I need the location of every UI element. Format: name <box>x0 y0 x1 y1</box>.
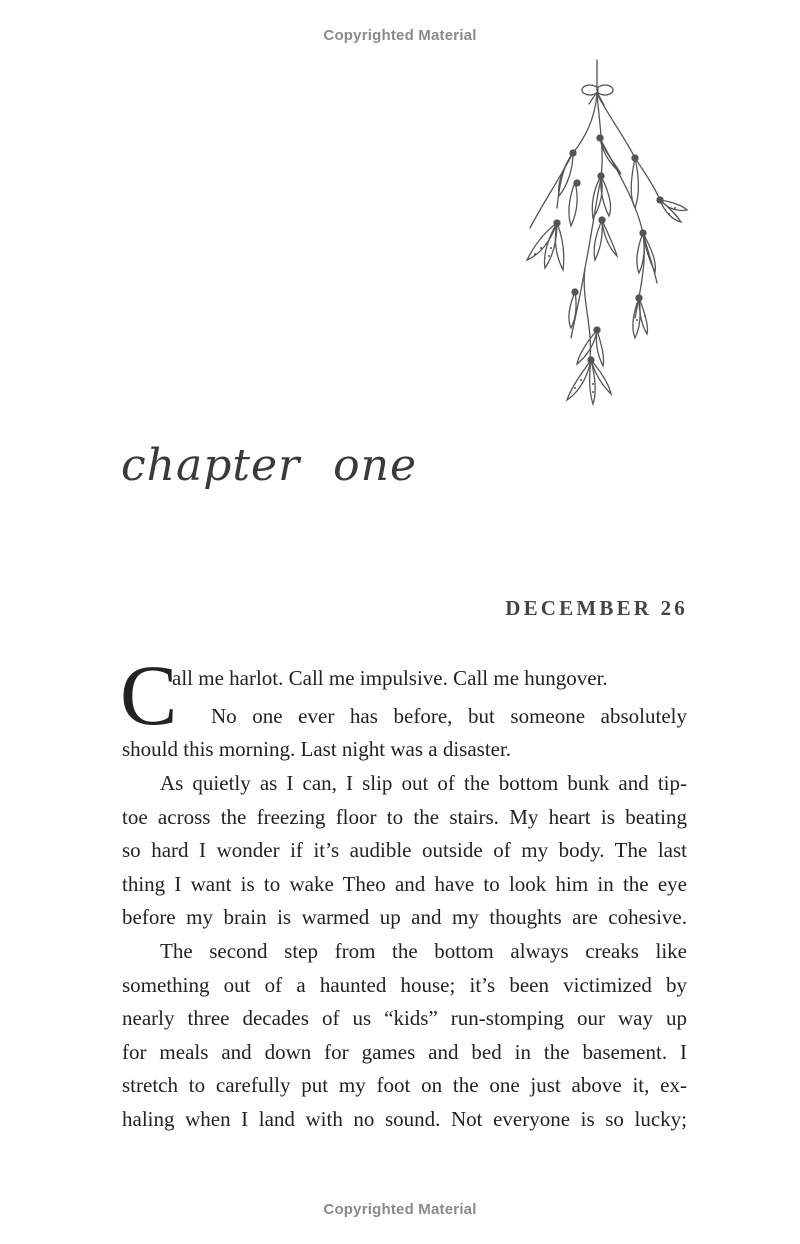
chapter-title: chapter one <box>121 440 417 491</box>
body-line-3: should this morning. Last night was a disaster. <box>122 737 512 761</box>
mistletoe-icon <box>505 58 700 420</box>
paragraph <box>122 969 687 1137</box>
chapter-date: DECEMBER 26 <box>505 596 688 620</box>
body-line-4: As quietly as I can, I slip out of the bottom bunk and tip- <box>160 771 687 795</box>
body-line-11: nearly three decades of us “kids” run-stomping our way up <box>122 1006 687 1031</box>
body-line-6: so hard I wonder if it’s audible outside of my body. The last <box>122 838 687 863</box>
body-line-7: thing I want is to wake Theo and have to look him in the eye <box>122 871 687 896</box>
body-line-12: for meals and down for games and bed in the basement. I <box>122 1039 687 1064</box>
body-line-10: something out of a haunted house; it’s been victimized by <box>122 972 687 997</box>
body-line-5: toe across the freezing floor to the stairs. My heart is beating <box>122 804 687 829</box>
paragraph <box>122 801 687 935</box>
footer-copyright: Copyrighted Material <box>323 1201 477 1218</box>
paragraph <box>160 935 687 969</box>
body-line-9: The second step from the bottom always creaks like <box>160 939 687 963</box>
body-line-14: haling when I land with no sound. Not everyone is so lucky; <box>122 1106 687 1131</box>
body-line-2: No one ever has before, but someone absolutely <box>211 704 687 728</box>
body-line-13: stretch to carefully put my foot on the one just above it, ex- <box>122 1073 687 1098</box>
body-line-1: all me harlot. Call me impulsive. Call me hungover. <box>172 666 608 690</box>
body-line-8: before my brain is warmed up and my thoughts are cohesive. <box>122 905 687 930</box>
paragraph-line <box>211 700 687 734</box>
paragraph <box>160 767 687 801</box>
paragraph-line <box>172 662 666 696</box>
header-copyright: Copyrighted Material <box>323 27 477 44</box>
drop-cap: C <box>120 647 178 743</box>
paragraph-line <box>122 733 687 767</box>
